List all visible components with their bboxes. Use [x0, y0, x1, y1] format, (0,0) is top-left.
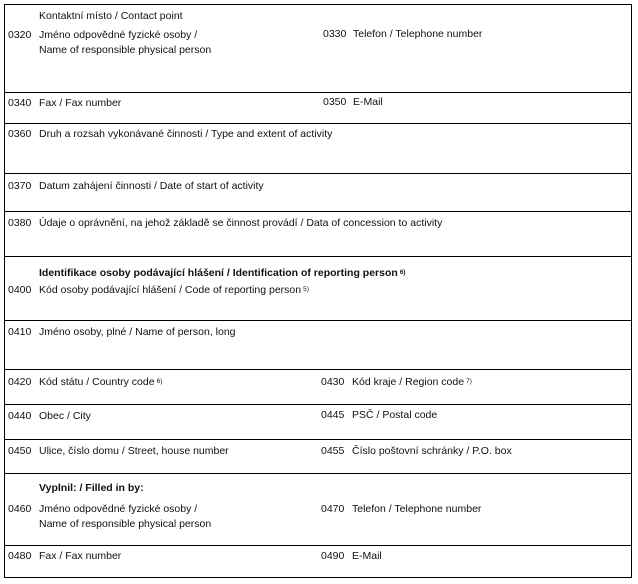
field-0445-label[interactable]: PSČ / Postal code [352, 409, 438, 421]
filled-in-by-fax-email-row [5, 545, 631, 577]
reporting-person-heading: Identifikace osoby podávající hlášení / Identification of reporting person $^{6)}$ [39, 267, 406, 279]
field-code-0420: 0420 [8, 376, 32, 388]
field-0455-label[interactable]: Číslo poštovní schránky / P.O. box [352, 445, 512, 457]
field-code-0455: 0455 [321, 445, 345, 457]
field-code-0360: 0360 [8, 128, 32, 140]
field-code-0450: 0450 [8, 445, 32, 457]
contact-point-section [5, 5, 631, 92]
country-region-row [5, 369, 631, 404]
field-0320-label-line2: Name of responsible physical person [39, 44, 212, 56]
footnote-marker: 6) [156, 378, 163, 385]
field-0410-label[interactable]: Jméno osoby, plné / Name of person, long [39, 326, 236, 338]
field-code-0400: 0400 [8, 284, 32, 296]
footnote-marker: 5) [303, 286, 309, 293]
field-code-0330: 0330 [323, 28, 347, 40]
footnote-marker: 7) [466, 378, 472, 385]
concession-row [5, 211, 631, 256]
field-0440-label[interactable]: Obec / City [39, 410, 91, 422]
field-code-0380: 0380 [8, 217, 32, 229]
field-0430-label[interactable]: Kód kraje / Region code $^{7)}$ [352, 376, 472, 388]
field-code-0480: 0480 [8, 550, 32, 562]
field-code-0470: 0470 [321, 503, 345, 515]
field-0330-label[interactable]: Telefon / Telephone number [353, 28, 483, 40]
footnote-marker: 6) [399, 269, 406, 276]
field-0480-label[interactable]: Fax / Fax number [39, 550, 122, 562]
field-code-0370: 0370 [8, 180, 32, 192]
activity-type-row [5, 123, 631, 173]
field-0420-label[interactable]: Kód státu / Country code $^{6)}$ [39, 376, 163, 388]
person-name-row [5, 320, 631, 369]
filled-in-by-section [5, 473, 631, 545]
activity-start-row [5, 173, 631, 211]
field-code-0460: 0460 [8, 503, 32, 515]
field-code-0340: 0340 [8, 97, 32, 109]
street-pobox-row [5, 439, 631, 473]
field-0320-label-line1[interactable]: Jméno odpovědné fyzické osoby / [39, 29, 198, 41]
field-0470-label[interactable]: Telefon / Telephone number [352, 503, 482, 515]
field-code-0440: 0440 [8, 410, 32, 422]
field-0450-label[interactable]: Ulice, číslo domu / Street, house number [39, 445, 229, 457]
field-code-0350: 0350 [323, 96, 347, 108]
fax-email-row [5, 92, 631, 123]
report-form [4, 4, 632, 578]
field-0340-label[interactable]: Fax / Fax number [39, 97, 122, 109]
filled-in-by-heading: Vyplnil: / Filled in by: [39, 482, 144, 494]
field-0380-label[interactable]: Údaje o oprávnění, na jehož základě se činnost provádí / Data of concession to activity [39, 217, 443, 229]
field-0350-label[interactable]: E-Mail [353, 96, 383, 108]
reporting-person-section [5, 256, 631, 320]
field-0460-label-line2: Name of responsible physical person [39, 518, 212, 530]
field-code-0490: 0490 [321, 550, 345, 562]
field-code-0430: 0430 [321, 376, 345, 388]
field-0360-label[interactable]: Druh a rozsah vykonávané činnosti / Type and extent of activity [39, 128, 333, 140]
field-code-0445: 0445 [321, 409, 345, 421]
field-code-0410: 0410 [8, 326, 32, 338]
field-code-0320: 0320 [8, 29, 32, 41]
field-0460-label-line1[interactable]: Jméno odpovědné fyzické osoby / [39, 503, 198, 515]
field-0490-label[interactable]: E-Mail [352, 550, 382, 562]
field-0400-label[interactable]: Kód osoby podávající hlášení / Code of reporting person $^{5)}$ [39, 284, 309, 296]
field-0370-label[interactable]: Datum zahájení činnosti / Date of start of activity [39, 180, 264, 192]
city-postal-row [5, 404, 631, 439]
contact-point-heading: Kontaktní místo / Contact point [39, 10, 183, 22]
